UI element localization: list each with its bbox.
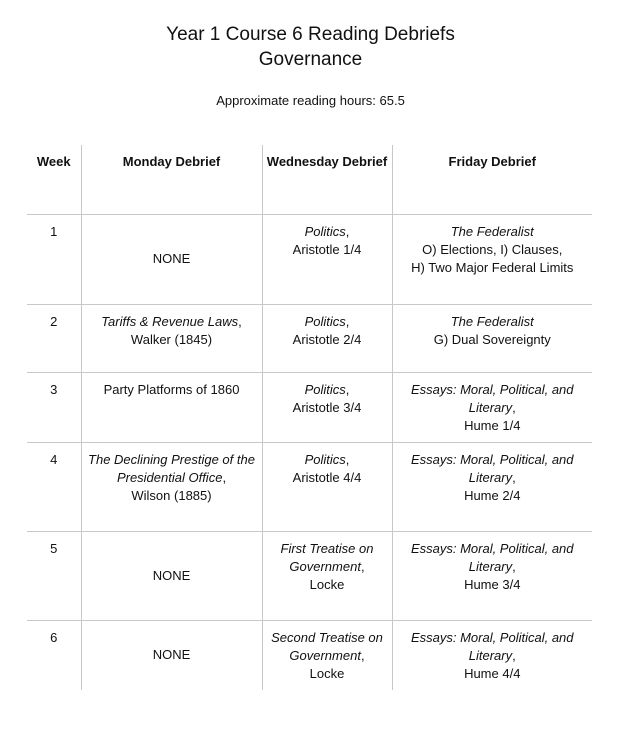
week-cell: 1 — [27, 214, 81, 304]
wednesday-cell: First Treatise on Government, Locke — [262, 531, 392, 620]
table-row — [27, 620, 592, 690]
reading-title: The Federalist — [450, 223, 534, 239]
reading-detail: G) Dual Sovereignty — [433, 331, 551, 347]
table-row — [27, 442, 592, 531]
none-text: NONE — [152, 647, 191, 663]
reading-author: Hume 2/4 — [464, 487, 521, 503]
reading-author: Hume 1/4 — [464, 417, 521, 433]
reading-author: Aristotle 3/4 — [292, 399, 362, 415]
reading-detail: H) Two Major Federal Limits — [411, 259, 574, 275]
table-row — [27, 304, 592, 372]
reading-author: Aristotle 2/4 — [292, 331, 362, 347]
friday-cell: Essays: Moral, Political, and Literary, Hume 3/4 — [392, 531, 592, 620]
reading-title: First Treatise on Government — [280, 540, 374, 574]
monday-cell — [81, 531, 262, 620]
reading-title: Tariffs & Revenue Laws — [101, 313, 239, 329]
wednesday-cell: Politics, Aristotle 3/4 — [262, 372, 392, 442]
friday-cell — [392, 214, 592, 304]
table-row — [27, 372, 592, 442]
week-cell: 6 — [27, 620, 81, 690]
monday-cell — [81, 372, 262, 442]
reading-title: Politics — [304, 381, 346, 397]
table-header-row — [27, 145, 592, 214]
week-cell: 2 — [27, 304, 81, 372]
monday-cell — [81, 214, 262, 304]
reading-title: Second Treatise on Government — [271, 629, 383, 663]
reading-author: Hume 3/4 — [464, 576, 521, 592]
week-cell: 5 — [27, 531, 81, 620]
reading-title: Politics — [304, 451, 346, 467]
reading-author: Aristotle 1/4 — [292, 241, 362, 257]
reading-title: Essays: Moral, Political, and Literary — [410, 381, 574, 415]
reading-title: Essays: Moral, Political, and Literary — [410, 451, 574, 485]
friday-cell: Essays: Moral, Political, and Literary, Hume 4/4 — [392, 620, 592, 690]
reading-detail: O) Elections, I) Clauses, — [422, 241, 563, 257]
table-row — [27, 214, 592, 304]
column-header-week: Week — [27, 145, 81, 214]
wednesday-cell: Politics, Aristotle 4/4 — [262, 442, 392, 531]
monday-cell: Tariffs & Revenue Laws, Walker (1845) — [81, 304, 262, 372]
reading-hours: Approximate reading hours: 65.5 — [216, 93, 405, 108]
reading-title: Politics — [304, 313, 346, 329]
reading-author: Walker (1845) — [130, 331, 213, 347]
reading-title: Party Platforms of 1860 — [103, 381, 240, 397]
wednesday-cell: Politics, Aristotle 2/4 — [262, 304, 392, 372]
column-header-monday: Monday Debrief — [81, 145, 262, 214]
friday-cell — [392, 304, 592, 372]
monday-cell: The Declining Prestige of the Presidential Office, Wilson (1885) — [81, 442, 262, 531]
monday-cell — [81, 620, 262, 690]
wednesday-cell: Politics, Aristotle 1/4 — [262, 214, 392, 304]
reading-title: Politics — [304, 223, 346, 239]
none-text: NONE — [152, 251, 191, 266]
page-title — [0, 22, 621, 72]
friday-cell: Essays: Moral, Political, and Literary, Hume 1/4 — [392, 372, 592, 442]
reading-author: Hume 4/4 — [464, 665, 521, 681]
reading-author: Locke — [309, 576, 345, 592]
reading-title: Essays: Moral, Political, and Literary — [410, 540, 574, 574]
title-line-1: Year 1 Course 6 Reading Debriefs — [166, 24, 455, 45]
table-row — [27, 531, 592, 620]
wednesday-cell: Second Treatise on Government, Locke — [262, 620, 392, 690]
reading-title: The Federalist — [450, 313, 534, 329]
column-header-wednesday: Wednesday Debrief — [262, 145, 392, 214]
week-cell: 3 — [27, 372, 81, 442]
reading-author: Locke — [309, 665, 345, 681]
column-header-friday: Friday Debrief — [392, 145, 592, 214]
reading-author: Wilson (1885) — [131, 487, 212, 503]
debrief-table — [27, 145, 592, 690]
reading-title: Essays: Moral, Political, and Literary — [410, 629, 574, 663]
reading-title: The Declining Prestige of the Presidential Office — [88, 451, 255, 485]
friday-cell: Essays: Moral, Political, and Literary, Hume 2/4 — [392, 442, 592, 531]
week-cell: 4 — [27, 442, 81, 531]
title-line-2: Governance — [258, 49, 363, 70]
reading-author: Aristotle 4/4 — [292, 469, 362, 485]
none-text: NONE — [152, 567, 191, 583]
